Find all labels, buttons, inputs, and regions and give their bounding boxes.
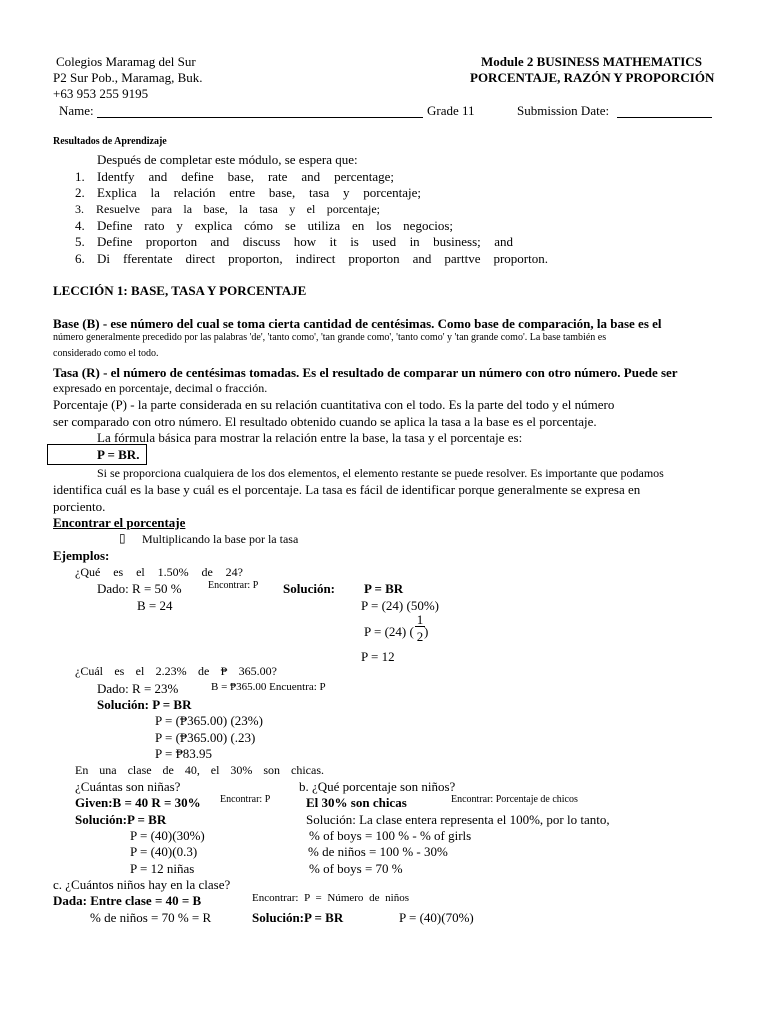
section-heading: Encontrar el porcentaje <box>53 515 186 530</box>
school-phone: +63 953 255 9195 <box>53 86 149 101</box>
paragraph-line: Si se proporciona cualquiera de los dos elementos, el elemento restante se puede resolver. Es importante que podamos <box>97 466 664 480</box>
submission-date-blank[interactable] <box>617 104 712 118</box>
example-find: Encontrar: P <box>208 580 259 591</box>
example-find-b: Encontrar: Porcentaje de chicos <box>451 794 578 805</box>
name-blank[interactable] <box>97 104 423 118</box>
formula-intro: La fórmula básica para mostrar la relación entre la base, la tasa y el porcentaje es: <box>97 430 523 445</box>
solution-step-c: P = (40)(70%) <box>399 910 474 925</box>
solution-label: Solución: P = BR <box>97 697 192 712</box>
example-given: Dado: R = 50 % <box>97 581 182 596</box>
paragraph-line: porciento. <box>53 499 106 514</box>
module-label: Module 2 BUSINESS MATHEMATICS <box>481 54 702 69</box>
school-address: P2 Sur Pob., Maramag, Buk. <box>53 70 203 85</box>
solution-label: Solución: <box>283 581 336 596</box>
example-given-c: Dada: Entre clase = 40 = B <box>53 893 202 908</box>
base-definition: Base (B) - ese número del cual se toma cierta cantidad de centésimas. Como base de comparación, la base es el <box>53 316 662 331</box>
bullet-text: Multiplicando la base por la tasa <box>142 532 299 546</box>
percentage-definition-cont: ser comparado con otro número. El resultado obtenido cuando se aplica la tasa a la base es el porcentaje. <box>53 414 597 429</box>
solution-label: Solución:P = BR <box>75 812 167 827</box>
solution-step: P = ₱83.95 <box>155 746 213 761</box>
solution-step-b: % of boys = 100 % - % of girls <box>309 828 472 843</box>
example-given-b: El 30% son chicas <box>306 795 407 810</box>
base-definition-cont: considerado como el todo. <box>53 348 159 359</box>
objective-text: Define rato y explica cómo se utiliza en los negocios; <box>97 218 453 233</box>
example-find: Encontrar: P <box>220 794 271 805</box>
example-question-a: ¿Cuántas son niñas? <box>75 779 181 794</box>
example-given: Dado: R = 23% <box>97 681 179 696</box>
paragraph-line: identifica cuál es la base y cuál es el porcentaje. La tasa es fácil de identificar porque generalmente se expresa en <box>53 482 641 497</box>
rate-definition-cont: expresado en porcentaje, decimal o fracción. <box>53 381 268 395</box>
solution-step: P = (40)(30%) <box>130 828 205 843</box>
example-question: ¿Cuál es el 2.23% de ₱ 365.00? <box>75 664 277 678</box>
example-find-c: Encontrar: P = Número de niños <box>252 892 409 904</box>
objective-number: 5. <box>75 234 85 249</box>
fraction-denominator: 2 <box>416 629 424 644</box>
solution-step: P = (24) (50%) <box>361 598 439 613</box>
bullet-icon: ▯ <box>119 531 126 545</box>
example-base: B = 24 <box>137 598 173 613</box>
objective-number: 1. <box>75 169 85 184</box>
rate-definition: Tasa (R) - el número de centésimas tomadas. Es el resultado de comparar un número con otro número. Puede ser <box>53 365 678 380</box>
objectives-intro: Después de completar este módulo, se espera que: <box>97 152 358 167</box>
objective-text: Explica la relación entre base, tasa y porcentaje; <box>97 185 421 200</box>
example-question-c: c. ¿Cuántos niños hay en la clase? <box>53 877 231 892</box>
solution-step: P = 12 <box>361 649 395 664</box>
solution-step-b: % de niños = 100 % - 30% <box>308 844 448 859</box>
objective-number: 2. <box>75 185 85 200</box>
solution-step: P = 12 niñas <box>130 861 195 876</box>
example-context: En una clase de 40, el 30% son chicas. <box>75 763 324 777</box>
school-name: Colegios Maramag del Sur <box>56 54 196 69</box>
solution-label-b: Solución: La clase entera representa el 100%, por lo tanto, <box>306 812 610 827</box>
objective-number: 4. <box>75 218 85 233</box>
objective-number: 3. <box>75 202 84 216</box>
example-question: ¿Qué es el 1.50% de 24? <box>75 565 243 579</box>
solution-step: P = (₱365.00) (.23) <box>155 730 256 745</box>
solution-step: P = (₱365.00) (23%) <box>155 713 263 728</box>
module-title: PORCENTAJE, RAZÓN Y PROPORCIÓN <box>470 70 715 85</box>
solution-step: P = (24) ( <box>364 624 414 639</box>
grade-label: Grade 11 <box>427 103 475 118</box>
fraction-numerator: 1 <box>416 612 424 627</box>
objective-text: Di fferentate direct proporton, indirect proporton and parttve proporton. <box>97 251 548 266</box>
name-label: Name: <box>59 103 94 118</box>
fraction-paren: ) <box>424 624 429 639</box>
objectives-heading: Resultados de Aprendizaje <box>53 136 167 147</box>
submission-date-label: Submission Date: <box>517 103 610 118</box>
solution-step: P = BR <box>364 581 404 596</box>
solution-step-b: % of boys = 70 % <box>309 861 403 876</box>
examples-heading: Ejemplos: <box>53 548 110 563</box>
formula: P = BR. <box>97 447 140 462</box>
objective-text: Identfy and define base, rate and percentage; <box>97 169 394 184</box>
example-find: B = ₱365.00 Encuentra: P <box>211 681 326 693</box>
objective-text: Resuelve para la base, la tasa y el porcentaje; <box>96 202 380 216</box>
example-question-b: b. ¿Qué porcentaje son niños? <box>299 779 456 794</box>
percentage-definition: Porcentaje (P) - la parte considerada en su relación cuantitativa con el todo. Es la parte del todo y el número <box>53 397 615 412</box>
lesson-title: LECCIÓN 1: BASE, TASA Y PORCENTAJE <box>53 283 307 298</box>
objective-text: Define proporton and discuss how it is used in business; and <box>97 234 513 249</box>
solution-step: P = (40)(0.3) <box>130 844 198 859</box>
objective-number: 6. <box>75 251 85 266</box>
base-definition-cont: número generalmente precedido por las palabras 'de', 'tanto como', 'tan grande como', 'tanto como' y 'tan grande como'. La base también es <box>53 332 607 343</box>
solution-label-c: Solución:P = BR <box>252 910 344 925</box>
example-rate-c: % de niños = 70 % = R <box>90 910 212 925</box>
example-given: Given:B = 40 R = 30% <box>75 795 201 810</box>
